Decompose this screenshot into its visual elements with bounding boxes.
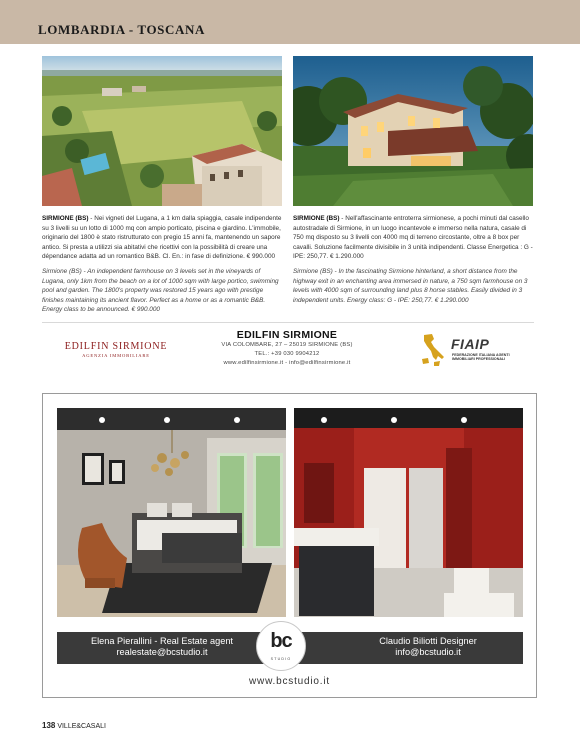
bathroom-render-photo (294, 408, 523, 617)
logo-subtitle: AGENZIA IMMOBILIARE (82, 353, 150, 358)
designer-contact (333, 636, 523, 658)
designer-name: Claudio Biliotti Designer (379, 636, 477, 646)
agency-info (212, 329, 362, 368)
agency-address: VIA COLOMBARE, 27 – 25019 SIRMIONE (BS) (221, 342, 353, 348)
listing-text-en: Sirmione (BS) - In the fascinating Sirmione hinterland, a short distance from the highway exit in an enchanting area immersed in nature, a 750 sqm farmhouse on 3 levels with 4000 sqm of surrounding land plus 8 horse stables. Easily divided in 3 independent units. Energy class: G - IPE: 250,77. € 1.290.000 (293, 267, 528, 304)
agency-contact-row (42, 322, 534, 373)
bcstudio-website[interactable]: www.bcstudio.it (249, 676, 330, 687)
fiaip-subtitle: FEDERAZIONE ITALIANA AGENTI IMMOBILIARI PROFESSIONALI (452, 353, 510, 362)
listing-text-en: Sirmione (BS) - An independent farmhouse on 3 levels set in the vineyards of Lugana, only 1km from the beach on a lot of 1000 sqm with large portico, swimming pool and garden. The 1800's property was restored 15 years ago with prestige finishes maintaining its ancient flavor. Perfect as a home or as a romantic B&B. Energy class to be announced. € 990.000 (42, 267, 279, 314)
bedroom-render-photo (57, 408, 286, 617)
agent-contact (67, 636, 257, 658)
listing-title: SIRMIONE (BS) (42, 215, 89, 222)
listing-text-it: Nell'affascinante entroterra sirmionese, a pochi minuti dal casello autostradale di Sirmione, in un luogo incantevole e immerso nella natura, casale di 750 mq disposto su 3 livelli con 4000 mq di terreno circostante, oltre a 8 box per cavalli. Soluzione facilmente divisibile in 3 unità indipendenti. Classe Energetica : G - IPE: 250,77. € 1.290.000 (293, 215, 533, 261)
bc-logo-mark: bc (270, 630, 292, 652)
fiaip-name: FIAIP (451, 336, 490, 352)
bcstudio-logo (256, 621, 306, 671)
agency-web-email[interactable]: www.edilfinsirmione.it - info@edilfinsirmione.it (223, 360, 351, 366)
section-title: LOMBARDIA - TOSCANA (38, 22, 205, 37)
edilfin-logo (56, 341, 176, 358)
listing-sirmione-hinterland: SIRMIONE (BS) - Nell'affascinante entroterra sirmionese, a pochi minuti dal casello autostradale di Sirmione, in un luogo incantevole e immerso nella natura, casale di 750 mq disposto su 3 livelli con 4000 mq di terreno circostante, oltre a 8 box per cavalli. Soluzione facilmente divisibile in 3 unità indipendenti. Classe Energetica : G - IPE: 250,77. € 1.290.000 Sirmione (BS) - In the fascinating Sirmione hinterland, a short distance from the highway exit in an enchanting area immersed in nature, a 750 sqm farmhouse on 3 levels with 4000 sqm of surrounding land plus 8 horse stables. Easily divided in 3 independent units. Energy class: G - IPE: 250,77. € 1.290.000 (293, 215, 533, 304)
agent-email[interactable]: realestate@bcstudio.it (116, 647, 208, 657)
listing-text-it: Nei vigneti del Lugana, a 1 km dalla spiaggia, casale indipendente su 3 livelli su un lotto di 1000 mq con ampio porticato, piscina e giardino. L'immobile, originario del 1800 è stato ristrutturato con pregio 15 anni fa, mantenendo un sapore antico. Si presta a utilizzi sia abitativi che ricettivi con la possibilità di creare una dépendance adatta ad un romantico B&B. Cl. En.: in fase di definizione. € 990.000 (42, 215, 282, 261)
designer-email[interactable]: info@bcstudio.it (395, 647, 461, 657)
bcstudio-advert (42, 393, 537, 698)
aerial-villa-vineyard-photo (42, 56, 282, 206)
listing-title: SIRMIONE (BS) (293, 215, 340, 222)
bc-logo-subtitle: STUDIO (270, 657, 292, 661)
italy-map-icon (418, 333, 448, 367)
fiaip-logo (418, 333, 528, 369)
magazine-name: VILLE&CASALI (57, 723, 106, 730)
agency-phone[interactable]: TEL.: +39 030 9904212 (254, 351, 320, 357)
agent-name: Elena Pierallini - Real Estate agent (91, 636, 233, 646)
farmhouse-dusk-photo (293, 56, 533, 206)
page-number: 138 (42, 721, 56, 730)
page-footer (42, 721, 106, 730)
logo-name: EDILFIN SIRMIONE (64, 341, 168, 352)
listing-sirmione-vineyard: SIRMIONE (BS) - Nei vigneti del Lugana, a 1 km dalla spiaggia, casale indipendente su 3 livelli su un lotto di 1000 mq con ampio porticato, piscina e giardino. L'immobile, originario del 1800 è stato ristrutturato con pregio 15 anni fa, mantenendo un sapore antico. Si presta a utilizzi sia abitativi che ricettivi con la possibilità di creare una dépendance adatta ad un romantico B&B. Cl. En.: in fase di definizione. € 990.000 Sirmione (BS) - An independent farmhouse on 3 levels set in the vineyards of Lugana, only 1km from the beach on a lot of 1000 sqm with large portico, swimming pool and garden. The 1800's property was restored 15 years ago with prestige finishes maintaining its ancient flavor. Perfect as a home or as a romantic B&B. Energy class to be announced. € 990.000 (42, 215, 282, 314)
agency-name: EDILFIN SIRMIONE (236, 329, 338, 341)
